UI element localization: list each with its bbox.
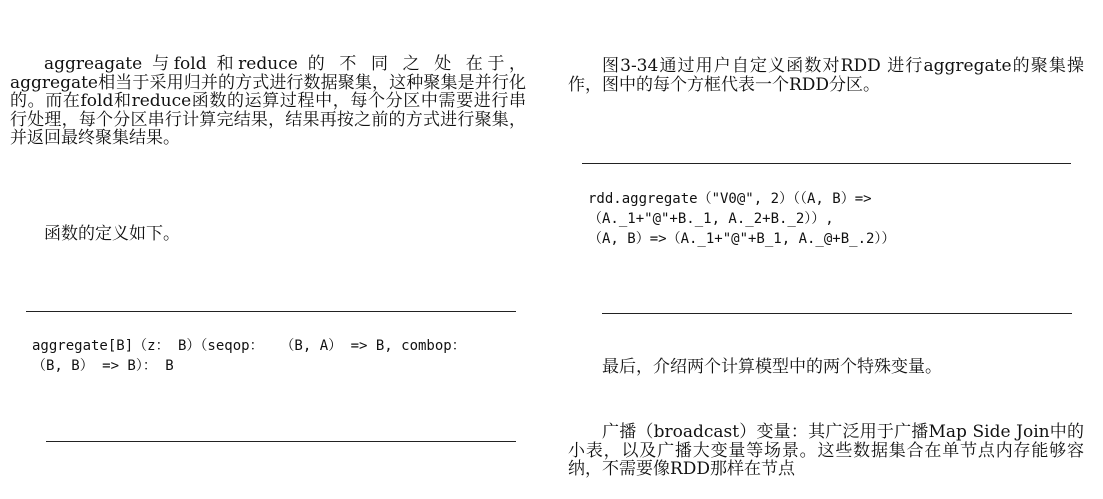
aggregate-comparison-paragraph: aggreagate 与fold 和reduce 的 不 同 之 处 在于，aggregate相当于采用归并的方式进行数据聚集，这种聚集是并行化的。而在fold和reduce函数的运算过程中，每个分区中需要进行串行处理，每个分区串行计算完结果，结果再按之前的方式进行聚集，并返回最终聚集结果。 xyxy=(10,54,526,148)
code-bottom-divider xyxy=(46,441,516,442)
code-top-divider xyxy=(26,311,516,312)
special-variables-paragraph: 最后，介绍两个计算模型中的两个特殊变量。 xyxy=(602,357,942,377)
definition-intro-paragraph: 函数的定义如下。 xyxy=(44,224,180,244)
broadcast-variable-paragraph: 广播（broadcast）变量：其广泛用于广播Map Side Join中的小表，以及广播大变量等场景。这些数据集合在单节点内存能够容纳，不需要像RDD那样在节点 xyxy=(568,422,1084,479)
example-top-divider xyxy=(582,163,1071,164)
aggregate-signature-code: aggregate[B]（z： B）（seqop： （B, A） => B, combop： （B, B） => B）： B xyxy=(32,338,466,374)
aggregate-example-code: rdd.aggregate（"V0@", 2）（（A, B）=> （A._1+"@"+B._1, A._2+B._2））, （A, B）=>（A._1+"@"+B_1, A._@+B_.2）） xyxy=(588,191,896,247)
figure-caption-paragraph: 图3-34通过用户自定义函数对RDD 进行aggregate的聚集操作，图中的每个方框代表一个RDD分区。 xyxy=(568,56,1084,95)
example-bottom-divider xyxy=(602,313,1072,314)
